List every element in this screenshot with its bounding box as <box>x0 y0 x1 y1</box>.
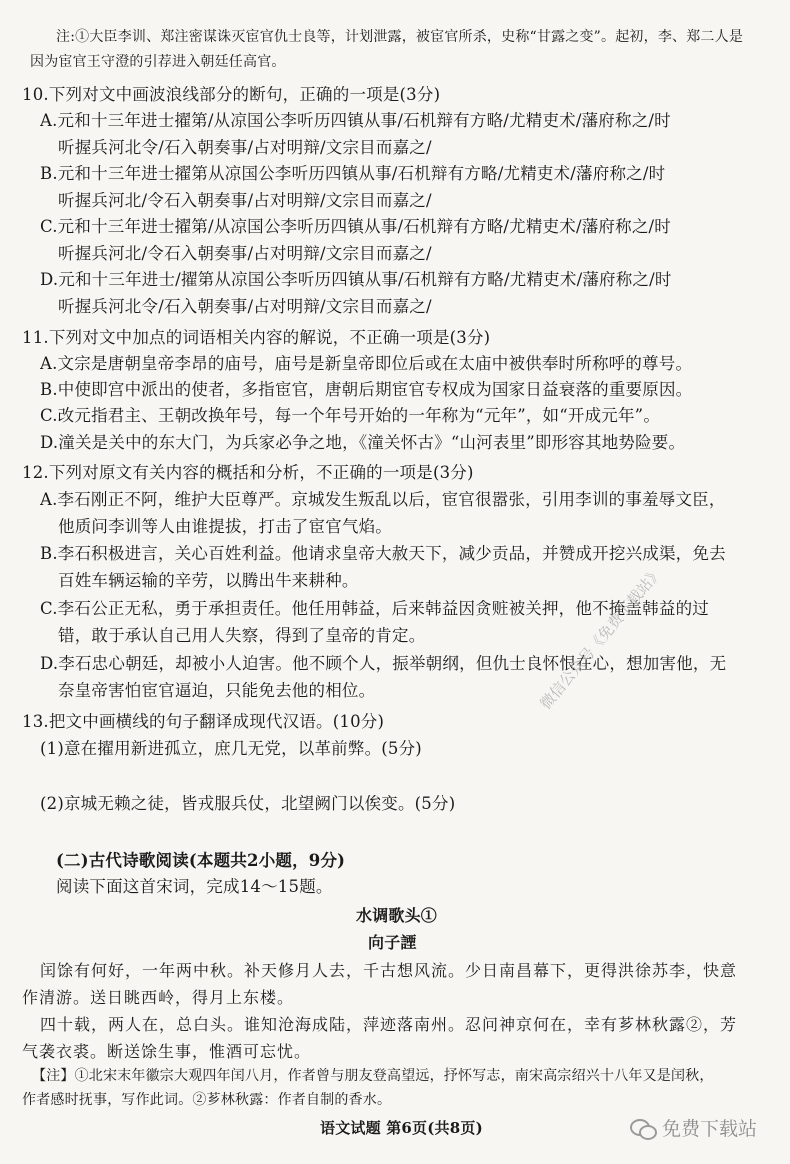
q12-option-b-line-1: B.李石积极进言，关心百姓利益。他请求皇帝大赦天下，减少贡品，并赞成开挖兴成渠，免去 <box>40 544 726 563</box>
q12-option-a-line-2: 他质问李训等人由谁提拔，打击了宦官气焰。 <box>58 517 392 536</box>
q11-stem: 11.下列对文中加点的词语相关内容的解说，不正确一项是(3分) <box>22 328 491 347</box>
q12-option-d-line-1: D.李石忠心朝廷，却被小人迫害。他不顾个人，振举朝纲，但仇士良怀恨在心，想加害他，无 <box>40 654 727 673</box>
q12-stem: 12.下列对原文有关内容的概括和分析，不正确的一项是(3分) <box>22 463 474 482</box>
q10-option-a-line-2: 听握兵河北令/石入朝奏事/占对明辩/文宗目而嘉之/ <box>58 138 432 157</box>
q12-option-c-line-2: 错，敢于承认自己用人失察，得到了皇帝的肯定。 <box>58 626 426 645</box>
q11-option-c: C.改元指君主、王朝改换年号，每一个年号开始的一年称为“元年”，如“开成元年”。 <box>40 406 661 425</box>
q10-option-a-line-1: A.元和十三年进士擢第/从凉国公李听历四镇从事/石机辩有方略/尤精吏术/藩府称之/时 <box>40 111 671 130</box>
q11-option-b: B.中使即宫中派出的使者，多指宦官，唐朝后期宦官专权成为国家日益衰落的重要原因。 <box>40 380 693 399</box>
poem-note-line-2: 作者感时抚事，写作此词。②芗林秋露：作者自制的香水。 <box>22 1092 392 1108</box>
poem-author: 向子諲 <box>368 933 417 952</box>
q10-option-c-line-1: C.元和十三年进士擢第/从凉国公李听历四镇从事/石机辩有方略/尤精吏术/藩府称之/时 <box>40 217 671 236</box>
q10-option-d-line-1: D.元和十三年进士/擢第从凉国公李听历四镇从事/石机辩有方略/尤精吏术/藩府称之/时 <box>40 270 672 289</box>
q11-option-a: A.文宗是唐朝皇帝李昂的庙号，庙号是新皇帝即位后或在太庙中被供奉时所称呼的尊号。 <box>40 354 693 373</box>
q11-option-d: D.潼关是关中的东大门，为兵家必争之地，《潼关怀古》“山河表里”即形容其地势险要。 <box>40 433 686 452</box>
section-heading: (二)古代诗歌阅读(本题共2小题，9分) <box>56 851 346 870</box>
poem-stanza-1-line-1: 闰馀有何好，一年两中秋。补天修月人去，千古想风流。少日南昌幕下，更得洪徐苏李，快意 <box>40 961 738 980</box>
q13-stem: 13.把文中画横线的句子翻译成现代汉语。(10分) <box>22 712 385 731</box>
page-footer: 语文试题 第6页(共8页) <box>320 1119 483 1137</box>
q12-option-d-line-2: 奈皇帝害怕宦官逼迫，只能免去他的相位。 <box>58 681 376 700</box>
q12-option-b-line-2: 百姓车辆运输的辛劳，以腾出牛来耕种。 <box>58 571 359 590</box>
top-note-line-2: 因为宦官王守澄的引荐进入朝廷任高官。 <box>30 54 286 70</box>
watermark-text: 微信公众号《免费下载站》 <box>536 563 667 713</box>
poem-stanza-2-line-1: 四十载，两人在，总白头。谁知沧海成陆，萍迹落南州。忍问神京何在，幸有芗林秋露②，芳 <box>40 1015 738 1034</box>
q10-option-c-line-2: 听握兵河北/令石入朝奏事/占对明辩/文宗目而嘉之/ <box>58 244 432 263</box>
q12-option-a-line-1: A.李石刚正不阿，维护大臣尊严。京城发生叛乱以后，宦官很嚣张，引用李训的事羞辱文臣， <box>40 490 726 509</box>
section-instruction: 阅读下面这首宋词，完成14～15题。 <box>56 877 333 896</box>
poem-title: 水调歌头① <box>356 906 438 925</box>
q12-option-c-line-1: C.李石公正无私，勇于承担责任。他任用韩益，后来韩益因贪赃被关押，他不掩盖韩益的过 <box>40 599 709 618</box>
wechat-icon <box>630 1117 656 1139</box>
q10-stem: 10.下列对文中画波浪线部分的断句，正确的一项是(3分) <box>22 85 441 104</box>
poem-stanza-1-line-2: 作清游。送日眺西岭，得月上东楼。 <box>22 988 295 1007</box>
top-note-line-1: 注:①大臣李训、郑注密谋诛灭宦官仇士良等，计划泄露，被宦官所杀，史称“甘露之变”。起初，李、郑二人是 <box>56 29 744 45</box>
q13-sentence-1: (1)意在擢用新进孤立，庶几无党，以革前弊。(5分) <box>40 739 422 758</box>
brand-label: 免费下载站 <box>662 1118 758 1140</box>
q10-option-b-line-2: 听握兵河北/令石入朝奏事/占对明辩/文宗目而嘉之/ <box>58 191 432 210</box>
q10-option-b-line-1: B.元和十三年进士擢第从凉国公李听历四镇从事/石机辩有方略/尤精吏术/藩府称之/时 <box>40 164 666 183</box>
q13-sentence-2: (2)京城无赖之徒，皆戎服兵仗，北望阙门以俟变。(5分) <box>40 794 456 813</box>
q10-option-d-line-2: 听握兵河北令/石入朝奏事/占对明辩/文宗目而嘉之/ <box>58 297 432 316</box>
brand-logo <box>630 1114 757 1141</box>
poem-stanza-2-line-2: 气袭衣裘。断送馀生事，惟酒可忘忧。 <box>22 1042 312 1061</box>
poem-note-line-1: 【注】①北宋末年徽宗大观四年闰八月，作者曾与朋友登高望远，抒怀写志，南宋高宗绍兴十八年又是闰秋， <box>32 1068 714 1084</box>
